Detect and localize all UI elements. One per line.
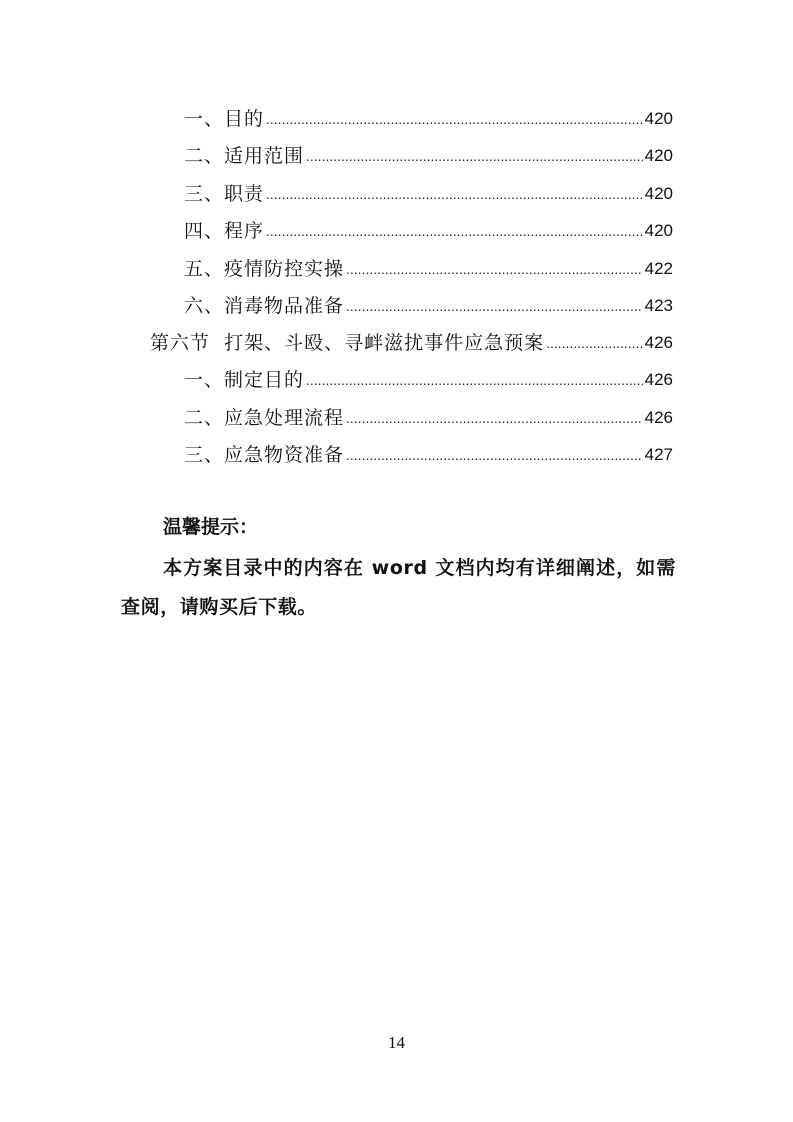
toc-entry[interactable]	[184, 181, 673, 207]
toc-entry-page: 420	[644, 184, 673, 203]
toc-dot-leader	[266, 109, 643, 129]
toc-entry-page: 426	[644, 408, 673, 427]
toc-entry-label: 三、应急物资准备	[184, 444, 345, 466]
toc-dot-leader	[266, 221, 643, 241]
toc-entry[interactable]	[184, 218, 673, 244]
toc-entry-label: 三、职责	[184, 183, 265, 205]
toc-entry-label: 二、应急处理流程	[184, 407, 345, 429]
toc-entry[interactable]	[184, 405, 673, 431]
toc-entry[interactable]	[184, 367, 673, 393]
toc-entry-page: 420	[644, 221, 673, 240]
toc-entry-label: 二、适用范围	[184, 145, 305, 167]
toc-entry[interactable]	[184, 442, 673, 468]
toc-dot-leader	[346, 259, 643, 279]
toc-dot-leader	[346, 296, 643, 316]
toc-entry-page: 427	[644, 445, 673, 464]
toc-entry-page: 426	[644, 370, 673, 389]
toc-entry-label: 一、目的	[184, 108, 265, 130]
toc-entry-label: 六、消毒物品准备	[184, 295, 345, 317]
toc-entry-label: 四、程序	[184, 220, 265, 242]
toc-dot-leader	[306, 370, 643, 390]
toc-entry-page: 423	[644, 296, 673, 315]
toc-dot-leader	[306, 146, 643, 166]
notice-title: 温馨提示：	[163, 516, 259, 538]
toc-entry[interactable]	[184, 143, 673, 169]
toc-entry[interactable]	[184, 293, 673, 319]
toc-dot-leader	[346, 408, 643, 428]
page-number: 14	[388, 1033, 405, 1052]
toc-entry[interactable]	[184, 256, 673, 282]
toc-entry-page: 422	[644, 259, 673, 278]
toc-entry-page: 426	[644, 333, 673, 352]
toc-dot-leader	[546, 333, 643, 353]
toc-entry-label: 五、疫情防控实操	[184, 258, 345, 280]
toc-dot-leader	[346, 445, 643, 465]
toc-entry-page: 420	[644, 109, 673, 128]
toc-dot-leader	[266, 184, 643, 204]
toc-entry-label: 第六节 打架、斗殴、寻衅滋扰事件应急预案	[150, 332, 545, 354]
toc-section-entry[interactable]	[150, 330, 673, 356]
toc-entry-page: 420	[644, 146, 673, 165]
toc-entry[interactable]	[184, 106, 673, 132]
notice-body: 本方案目录中的内容在 word 文档内均有详细阐述，如需查阅，请购买后下载。	[121, 557, 676, 618]
toc-entry-label: 一、制定目的	[184, 369, 305, 391]
